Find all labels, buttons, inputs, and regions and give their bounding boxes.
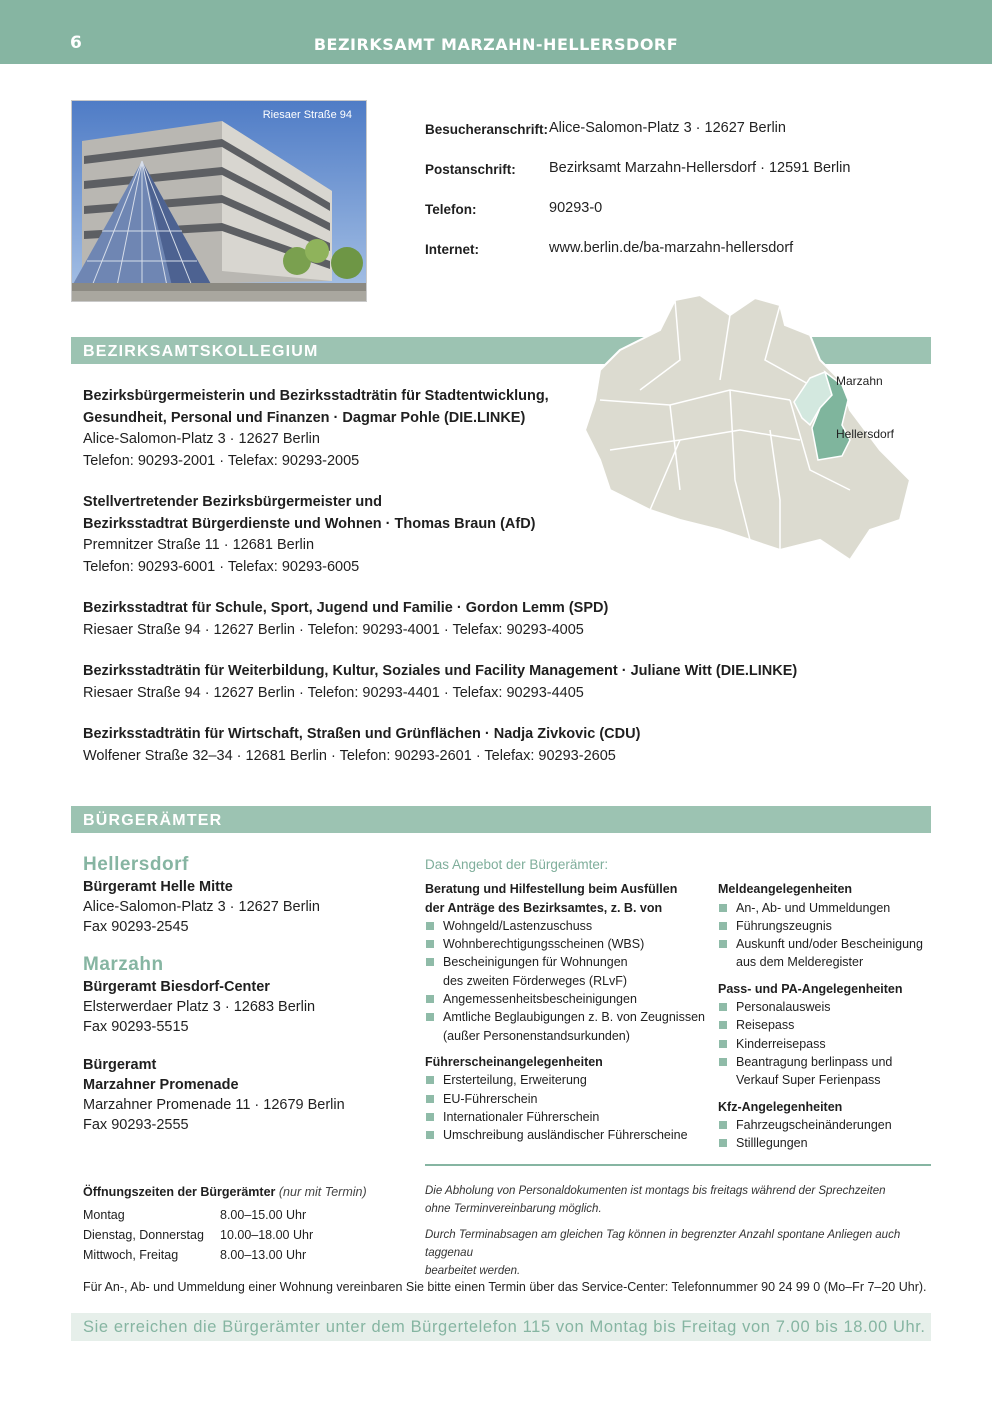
district-heading: Hellersdorf — [83, 854, 189, 875]
office-address: Alice-Salomon-Platz 3 · 12627 Berlin — [83, 899, 320, 915]
service-item: Kinderreisepass — [718, 1035, 935, 1053]
person-entry — [83, 386, 823, 472]
hours-title-note: (nur mit Termin) — [278, 1185, 367, 1199]
page-title: BEZIRKSAMT MARZAHN-HELLERSDORF — [313, 35, 679, 54]
office-entry — [83, 1055, 403, 1135]
contact-row-postal — [425, 160, 850, 200]
opening-hours — [83, 1182, 403, 1265]
service-group-title: Beratung und Hilfestellung beim Ausfüllen — [425, 882, 678, 897]
hours-day: Mittwoch, Freitag — [83, 1248, 179, 1262]
service-group — [718, 1098, 935, 1153]
hours-row — [83, 1225, 403, 1245]
hours-title-text: Öffnungszeiten der Bürgerämter — [83, 1185, 276, 1199]
contact-row-internet — [425, 240, 850, 280]
services-columns — [425, 880, 935, 1160]
page-number: 6 — [70, 33, 82, 53]
hours-row — [83, 1205, 403, 1225]
map-label-hellersdorf: Hellersdorf — [836, 427, 895, 441]
service-item: Ersterteilung, Erweiterung — [425, 1071, 718, 1089]
service-item-line: (außer Personenstandsurkunden) — [443, 1028, 630, 1043]
service-group — [425, 880, 718, 1045]
photo-caption: Riesaer Straße 94 — [262, 109, 352, 121]
person-entry — [83, 661, 823, 704]
person-role: Bezirksstadträtin für Weiterbildung, Kultur, Soziales und Facility Management · Juliane Witt (DIE.LINKE) — [83, 663, 798, 679]
building-photo — [71, 100, 367, 302]
service-item: Fahrzeugscheinänderungen — [718, 1116, 935, 1134]
footer-hotline: Sie erreichen die Bürgerämter unter dem Bürgertelefon 115 von Montag bis Freitag von 7.00 bis 18.00 Uhr. — [71, 1313, 931, 1341]
section-buergeraemter: BÜRGERÄMTER — [71, 806, 931, 833]
services-column-right — [718, 880, 935, 1160]
service-item-line: aus dem Melderegister — [736, 955, 864, 970]
note-line: Die Abholung von Personaldokumenten ist montags bis freitags während der Sprechzeiten — [425, 1185, 886, 1197]
service-item — [425, 1008, 718, 1045]
person-phone: Telefon: 90293-2001 · Telefax: 90293-2005 — [83, 452, 360, 469]
office-name: Bürgeramt Helle Mitte — [83, 879, 233, 895]
website-link[interactable]: www.berlin.de/ba-marzahn-hellersdorf — [549, 240, 794, 256]
person-contact: Riesaer Straße 94 · 12627 Berlin · Telefon: 90293-4001 · Telefax: 90293-4005 — [83, 621, 584, 638]
person-role: Bezirksstadtrat Bürgerdienste und Wohnen · Thomas Braun (AfD) — [83, 515, 536, 532]
office-name: Marzahner Promenade — [83, 1077, 239, 1093]
service-group — [718, 980, 935, 1090]
person-contact: Riesaer Straße 94 · 12627 Berlin · Telefon: 90293-4401 · Telefax: 90293-4405 — [83, 684, 584, 701]
office-entry — [83, 877, 403, 937]
hours-time: 10.00–18.00 Uhr — [220, 1228, 314, 1242]
office-address: Elsterwerdaer Platz 3 · 12683 Berlin — [83, 999, 316, 1015]
contact-value: Bezirksamt Marzahn-Hellersdorf · 12591 Berlin — [549, 160, 851, 176]
header-band — [0, 0, 992, 64]
contact-label: Internet: — [425, 242, 479, 257]
service-item-line: Beantragung berlinpass und — [736, 1054, 893, 1069]
services-block — [425, 856, 935, 1160]
office-fax: Fax 90293-5515 — [83, 1019, 189, 1035]
note — [425, 1182, 935, 1218]
office-list — [83, 855, 403, 1153]
service-item: Angemessenheitsbescheinigungen — [425, 990, 718, 1008]
hours-time: 8.00–15.00 Uhr — [220, 1208, 307, 1222]
office-address: Marzahner Promenade 11 · 12679 Berlin — [83, 1097, 345, 1113]
office-entry — [83, 977, 403, 1037]
hours-day: Dienstag, Donnerstag — [83, 1228, 204, 1242]
person-entry — [83, 492, 823, 578]
person-phone: Telefon: 90293-6001 · Telefax: 90293-6005 — [83, 558, 360, 575]
contact-label: Telefon: — [425, 202, 477, 217]
service-item — [425, 953, 718, 990]
office-fax: Fax 90293-2555 — [83, 1117, 189, 1133]
person-address: Alice-Salomon-Platz 3 · 12627 Berlin — [83, 431, 320, 447]
service-group-title: Pass- und PA-Angelegenheiten — [718, 981, 903, 996]
service-group-title: der Anträge des Bezirksamtes, z. B. von — [425, 900, 663, 915]
service-item: Stilllegungen — [718, 1134, 935, 1152]
service-item: Führungszeugnis — [718, 917, 935, 935]
service-item: An-, Ab- und Ummeldungen — [718, 899, 935, 917]
booking-info: Für An-, Ab- und Ummeldung einer Wohnung vereinbaren Sie bitte einen Termin über das Service-Center: Telefonnummer 90 24 99 0 (Mo–Fr 7–20 Uhr). — [83, 1280, 927, 1294]
person-role: Bezirksstadträtin für Wirtschaft, Straßen und Grünflächen · Nadja Zivkovic (CDU) — [83, 726, 641, 742]
service-item-line: Amtliche Beglaubigungen z. B. von Zeugnissen — [443, 1010, 705, 1025]
contact-block — [425, 120, 850, 280]
service-group-title: Meldeangelegenheiten — [718, 882, 853, 897]
contact-row-phone — [425, 200, 850, 240]
note-line: ohne Terminvereinbarung möglich. — [425, 1203, 602, 1215]
person-contact: Wolfener Straße 32–34 · 12681 Berlin · Telefon: 90293-2601 · Telefax: 90293-2605 — [83, 747, 616, 764]
service-item — [718, 1053, 935, 1090]
map-label-marzahn: Marzahn — [836, 374, 883, 388]
person-entry — [83, 598, 823, 641]
person-role: Bezirksbürgermeisterin und Bezirksstadträtin für Stadtentwicklung, — [83, 388, 549, 404]
note-line: Durch Terminabsagen am gleichen Tag können in begrenzter Anzahl spontane Anliegen auch taggenau — [425, 1229, 901, 1259]
service-group-title: Führerscheinangelegenheiten — [425, 1054, 603, 1069]
service-item-line: Verkauf Super Ferienpass — [736, 1073, 881, 1088]
section-kollegium: BEZIRKSAMTSKOLLEGIUM — [71, 337, 931, 364]
contact-label: Postanschrift: — [425, 162, 516, 177]
person-role: Bezirksstadtrat für Schule, Sport, Jugend und Familie · Gordon Lemm (SPD) — [83, 600, 609, 616]
service-item: Wohngeld/Lastenzuschuss — [425, 917, 718, 935]
person-entry — [83, 724, 823, 767]
contact-value: Alice-Salomon-Platz 3 · 12627 Berlin — [549, 120, 786, 136]
service-item-line: des zweiten Förderweges (RLvF) — [443, 973, 628, 988]
hours-title — [83, 1182, 403, 1202]
district-heading: Marzahn — [83, 954, 164, 975]
service-item: Internationaler Führerschein — [425, 1108, 718, 1126]
service-item-line: Bescheinigungen für Wohnungen — [443, 955, 628, 970]
contact-row-visitor — [425, 120, 850, 160]
service-group-title: Kfz-Angelegenheiten — [718, 1099, 843, 1114]
service-item — [718, 935, 935, 972]
service-group — [718, 880, 935, 971]
note-line: bearbeitet werden. — [425, 1265, 521, 1277]
hours-time: 8.00–13.00 Uhr — [220, 1248, 307, 1262]
person-address: Premnitzer Straße 11 · 12681 Berlin — [83, 537, 315, 553]
service-item: Personalausweis — [718, 998, 935, 1016]
building-illustration — [72, 101, 367, 302]
notes-block — [425, 1182, 935, 1288]
note — [425, 1226, 935, 1280]
person-role: Stellvertretender Bezirksbürgermeister und — [83, 494, 382, 510]
person-role: Gesundheit, Personal und Finanzen · Dagmar Pohle (DIE.LINKE) — [83, 409, 526, 426]
office-fax: Fax 90293-2545 — [83, 919, 189, 935]
kollegium-list — [83, 386, 823, 787]
service-item: Umschreibung ausländischer Führerscheine — [425, 1126, 718, 1144]
office-name: Bürgeramt Biesdorf-Center — [83, 979, 270, 995]
office-name: Bürgeramt — [83, 1057, 157, 1073]
hours-row — [83, 1245, 403, 1265]
service-group — [425, 1053, 718, 1144]
service-item: EU-Führerschein — [425, 1090, 718, 1108]
service-item-line: Auskunft und/oder Bescheinigung — [736, 937, 923, 952]
services-heading: Das Angebot der Bürgerämter: — [425, 857, 609, 872]
services-divider — [425, 1164, 931, 1166]
service-item: Wohnberechtigungsscheinen (WBS) — [425, 935, 718, 953]
hours-day: Montag — [83, 1208, 125, 1222]
contact-label: Besucheranschrift: — [425, 122, 549, 137]
contact-value: 90293-0 — [549, 200, 603, 216]
service-item: Reisepass — [718, 1016, 935, 1034]
services-column-left — [425, 880, 718, 1160]
